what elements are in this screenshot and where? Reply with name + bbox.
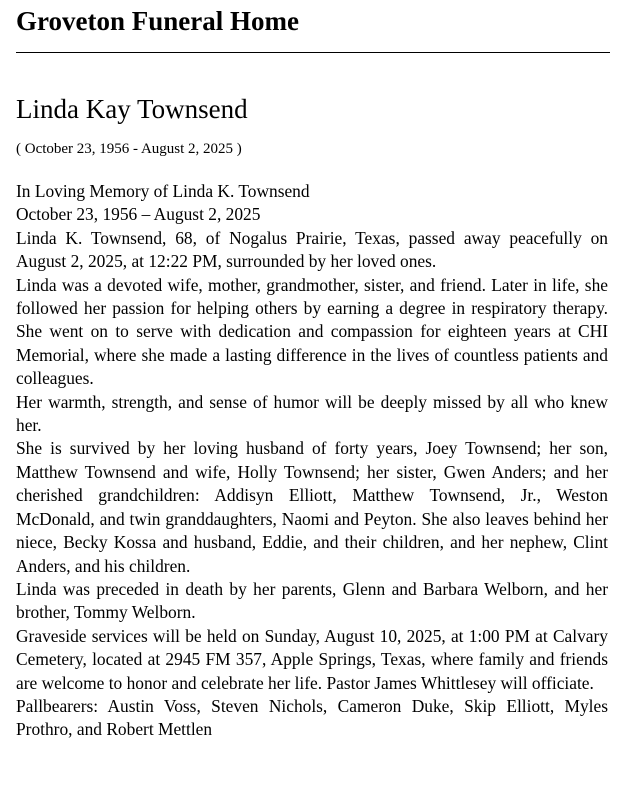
obituary-paragraph-preceded: Linda was preceded in death by her parents, Glenn and Barbara Welborn, and her brother, Tommy Welborn. xyxy=(16,578,608,623)
header-divider xyxy=(16,52,610,53)
deceased-name: Linda Kay Townsend xyxy=(16,94,248,124)
obituary-paragraph-remembrance: Her warmth, strength, and sense of humor will be deeply missed by all who knew her. xyxy=(16,391,608,436)
obituary-paragraph-survivors: She is survived by her loving husband of forty years, Joey Townsend; her son, Matthew Townsend and wife, Holly Townsend; her sister, Gwen Anders; and her cherished grandchildren: Addisyn Elliott, Matthew Townsend, Jr., Weston McDonald, and twin granddaughters, Naomi and Peyton. She also leaves behind her niece, Becky Kossa and husband, Eddie, and their children, and her nephew, Clint Anders, and his children. xyxy=(16,438,608,576)
obituary-paragraph-life: Linda was a devoted wife, mother, grandmother, sister, and friend. Later in life, she followed her passion for helping others by earning a degree in respiratory therapy. She went on to serve with dedication and compassion for eighteen years at CHI Memorial, where she made a lasting difference in the lives of countless patients and colleagues. xyxy=(16,274,608,389)
memorial-heading: In Loving Memory of Linda K. Townsend xyxy=(16,181,310,201)
site-title: Groveton Funeral Home xyxy=(16,6,299,36)
obituary-body xyxy=(16,180,608,742)
obituary-paragraph-pallbearers: Pallbearers: Austin Voss, Steven Nichols, Cameron Duke, Skip Elliott, Myles Prothro, and Robert Mettlen xyxy=(16,695,608,740)
life-dates: ( October 23, 1956 - August 2, 2025 ) xyxy=(16,141,242,157)
obituary-paragraph-passing: Linda K. Townsend, 68, of Nogalus Prairie, Texas, passed away peacefully on August 2, 2025, at 12:22 PM, surrounded by her loved ones. xyxy=(16,227,608,272)
memorial-dates: October 23, 1956 – August 2, 2025 xyxy=(16,204,261,225)
obituary-paragraph-services: Graveside services will be held on Sunday, August 10, 2025, at 1:00 PM at Calvary Cemetery, located at 2945 FM 357, Apple Springs, Texas, where family and friends are welcome to honor and celebrate her life. Pastor James Whittlesey will officiate. xyxy=(16,625,608,693)
